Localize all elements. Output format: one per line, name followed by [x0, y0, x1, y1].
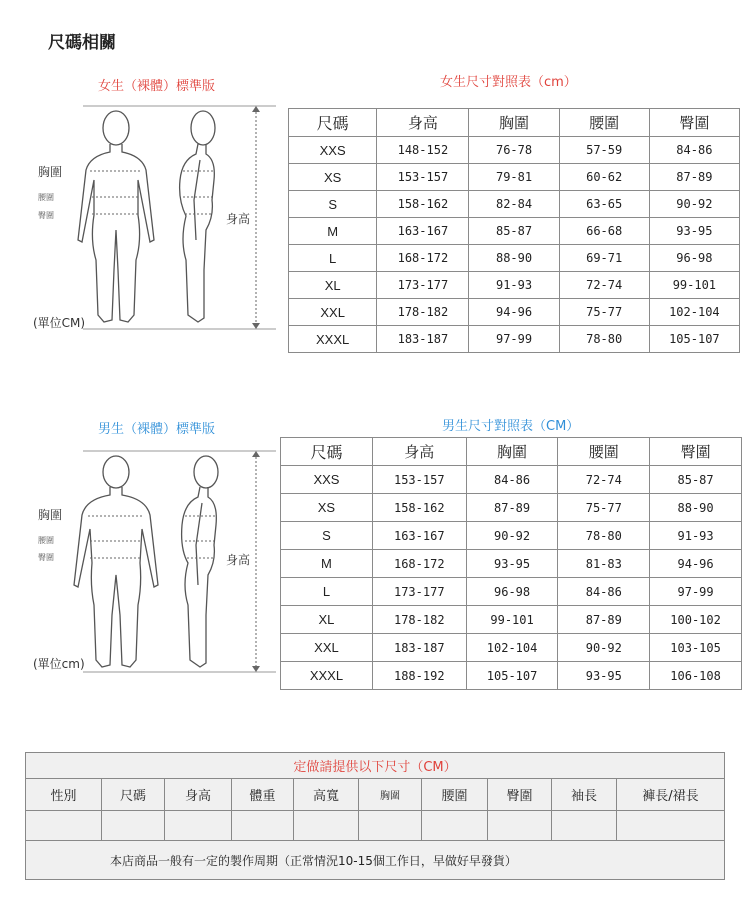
bust-cell: 82-84 [469, 191, 559, 218]
table-row [289, 326, 740, 353]
custom-measurements-table [25, 752, 725, 880]
bust-cell: 97-99 [469, 326, 559, 353]
women-header-height: 身高 [377, 109, 469, 137]
height-cell: 148-152 [377, 137, 469, 164]
hip-cell: 103-105 [650, 634, 742, 662]
waist-cell: 72-74 [558, 466, 650, 494]
hip-cell: 93-95 [649, 218, 739, 245]
custom-input-row [26, 811, 725, 841]
men-header-waist: 腰圍 [558, 438, 650, 466]
hip-cell: 102-104 [649, 299, 739, 326]
bust-cell: 88-90 [469, 245, 559, 272]
custom-header-sleeve: 袖長 [552, 779, 617, 811]
custom-header-gender: 性別 [26, 779, 102, 811]
waist-cell: 69-71 [559, 245, 649, 272]
height-cell: 153-157 [372, 466, 466, 494]
waist-cell: 93-95 [558, 662, 650, 690]
men-header-bust: 胸圍 [466, 438, 558, 466]
men-waist-label: 腰圍 [38, 536, 54, 545]
production-note: 本店商品一般有一定的製作周期（正常情況10-15個工作日，早做好早發貨） [26, 841, 725, 880]
table-row [281, 578, 742, 606]
bust-cell: 76-78 [469, 137, 559, 164]
bust-cell: 85-87 [469, 218, 559, 245]
waist-cell: 78-80 [558, 522, 650, 550]
table-row [289, 245, 740, 272]
table-row [281, 662, 742, 690]
size-cell: XXS [281, 466, 373, 494]
custom-header-hip: 臀圍 [488, 779, 552, 811]
women-header-bust: 胸圍 [469, 109, 559, 137]
gender-input-cell[interactable] [26, 811, 102, 841]
size-cell: XXL [289, 299, 377, 326]
women-header-hip: 臀圍 [649, 109, 739, 137]
size-cell: S [289, 191, 377, 218]
women-header-size: 尺碼 [289, 109, 377, 137]
size-cell: XXXL [289, 326, 377, 353]
table-row [281, 522, 742, 550]
waist-input-cell[interactable] [422, 811, 488, 841]
size-cell: M [289, 218, 377, 245]
hip-cell: 96-98 [649, 245, 739, 272]
women-header-waist: 腰圍 [559, 109, 649, 137]
waist-cell: 72-74 [559, 272, 649, 299]
height-cell: 183-187 [377, 326, 469, 353]
table-row [281, 634, 742, 662]
waist-cell: 57-59 [559, 137, 649, 164]
men-hip-label: 臀圍 [38, 553, 54, 562]
hip-cell: 106-108 [650, 662, 742, 690]
height-cell: 168-172 [372, 550, 466, 578]
hip-cell: 94-96 [650, 550, 742, 578]
table-row [289, 191, 740, 218]
size-cell: XL [281, 606, 373, 634]
bust-cell: 94-96 [469, 299, 559, 326]
pants-skirt-input-cell[interactable] [617, 811, 725, 841]
table-row [281, 606, 742, 634]
height-cell: 188-192 [372, 662, 466, 690]
size-cell: XXXL [281, 662, 373, 690]
hip-cell: 97-99 [650, 578, 742, 606]
table-row [289, 218, 740, 245]
height-cell: 158-162 [377, 191, 469, 218]
size-cell: XL [289, 272, 377, 299]
size-cell: S [281, 522, 373, 550]
table-row [289, 164, 740, 191]
women-hip-label: 臀圍 [38, 211, 54, 220]
women-unit-label: (單位CM) [33, 316, 86, 330]
women-table-title: 女生尺寸對照表（cm） [440, 75, 577, 90]
hip-cell: 85-87 [650, 466, 742, 494]
hip-cell: 90-92 [649, 191, 739, 218]
size-cell: XXL [281, 634, 373, 662]
size-cell: M [281, 550, 373, 578]
page-title: 尺碼相關 [48, 33, 116, 53]
hip-cell: 84-86 [649, 137, 739, 164]
table-row [289, 137, 740, 164]
waist-cell: 60-62 [559, 164, 649, 191]
hip-cell: 88-90 [650, 494, 742, 522]
waist-cell: 75-77 [559, 299, 649, 326]
height-cell: 183-187 [372, 634, 466, 662]
custom-title: 定做請提供以下尺寸（CM） [26, 753, 725, 779]
size-input-cell[interactable] [102, 811, 165, 841]
size-cell: XXS [289, 137, 377, 164]
waist-cell: 84-86 [558, 578, 650, 606]
women-waist-label: 腰圍 [38, 193, 54, 202]
women-height-label: 身高 [226, 212, 251, 226]
custom-header-height: 身高 [165, 779, 232, 811]
weight-input-cell[interactable] [232, 811, 294, 841]
height-cell: 163-167 [377, 218, 469, 245]
sleeve-input-cell[interactable] [552, 811, 617, 841]
size-cell: L [289, 245, 377, 272]
waist-cell: 75-77 [558, 494, 650, 522]
height-cell: 163-167 [372, 522, 466, 550]
custom-header-size: 尺碼 [102, 779, 165, 811]
waist-cell: 90-92 [558, 634, 650, 662]
height-cell: 168-172 [377, 245, 469, 272]
size-cell: XS [281, 494, 373, 522]
bust-cell: 93-95 [466, 550, 558, 578]
height-cell: 173-177 [377, 272, 469, 299]
bust-cell: 105-107 [466, 662, 558, 690]
men-height-label: 身高 [226, 553, 251, 567]
height-cell: 173-177 [372, 578, 466, 606]
men-header-size: 尺碼 [281, 438, 373, 466]
men-bust-label: 胸圍 [38, 508, 63, 522]
table-row [281, 466, 742, 494]
waist-cell: 78-80 [559, 326, 649, 353]
table-row [289, 272, 740, 299]
men-unit-label: (單位cm) [33, 657, 85, 671]
hip-input-cell[interactable] [488, 811, 552, 841]
custom-header-shoulder: 高寬 [294, 779, 359, 811]
size-cell: XS [289, 164, 377, 191]
waist-cell: 63-65 [559, 191, 649, 218]
custom-header-waist: 腰圍 [422, 779, 488, 811]
hip-cell: 87-89 [649, 164, 739, 191]
waist-cell: 87-89 [558, 606, 650, 634]
height-cell: 178-182 [377, 299, 469, 326]
size-cell: L [281, 578, 373, 606]
custom-header-bust: 胸圍 [359, 779, 422, 811]
women-figure-label: 女生（裸體）標準版 [98, 79, 216, 94]
table-row [281, 494, 742, 522]
bust-input-cell[interactable] [359, 811, 422, 841]
bust-cell: 90-92 [466, 522, 558, 550]
custom-header-weight: 體重 [232, 779, 294, 811]
women-bust-label: 胸圍 [38, 165, 63, 179]
height-cell: 158-162 [372, 494, 466, 522]
waist-cell: 81-83 [558, 550, 650, 578]
hip-cell: 91-93 [650, 522, 742, 550]
men-header-height: 身高 [372, 438, 466, 466]
men-table-title: 男生尺寸對照表（CM） [442, 419, 580, 434]
height-cell: 178-182 [372, 606, 466, 634]
bust-cell: 84-86 [466, 466, 558, 494]
bust-cell: 102-104 [466, 634, 558, 662]
waist-cell: 66-68 [559, 218, 649, 245]
height-input-cell[interactable] [165, 811, 232, 841]
men-size-table [280, 437, 742, 690]
table-row [289, 299, 740, 326]
custom-header-pants-skirt: 褲長/裙長 [617, 779, 725, 811]
table-row [281, 550, 742, 578]
men-header-hip: 臀圍 [650, 438, 742, 466]
hip-cell: 105-107 [649, 326, 739, 353]
bust-cell: 96-98 [466, 578, 558, 606]
bust-cell: 87-89 [466, 494, 558, 522]
hip-cell: 99-101 [649, 272, 739, 299]
bust-cell: 91-93 [469, 272, 559, 299]
shoulder-input-cell[interactable] [294, 811, 359, 841]
bust-cell: 79-81 [469, 164, 559, 191]
hip-cell: 100-102 [650, 606, 742, 634]
height-cell: 153-157 [377, 164, 469, 191]
bust-cell: 99-101 [466, 606, 558, 634]
men-figure-label: 男生（裸體）標準版 [98, 422, 216, 437]
women-size-table [288, 108, 740, 353]
